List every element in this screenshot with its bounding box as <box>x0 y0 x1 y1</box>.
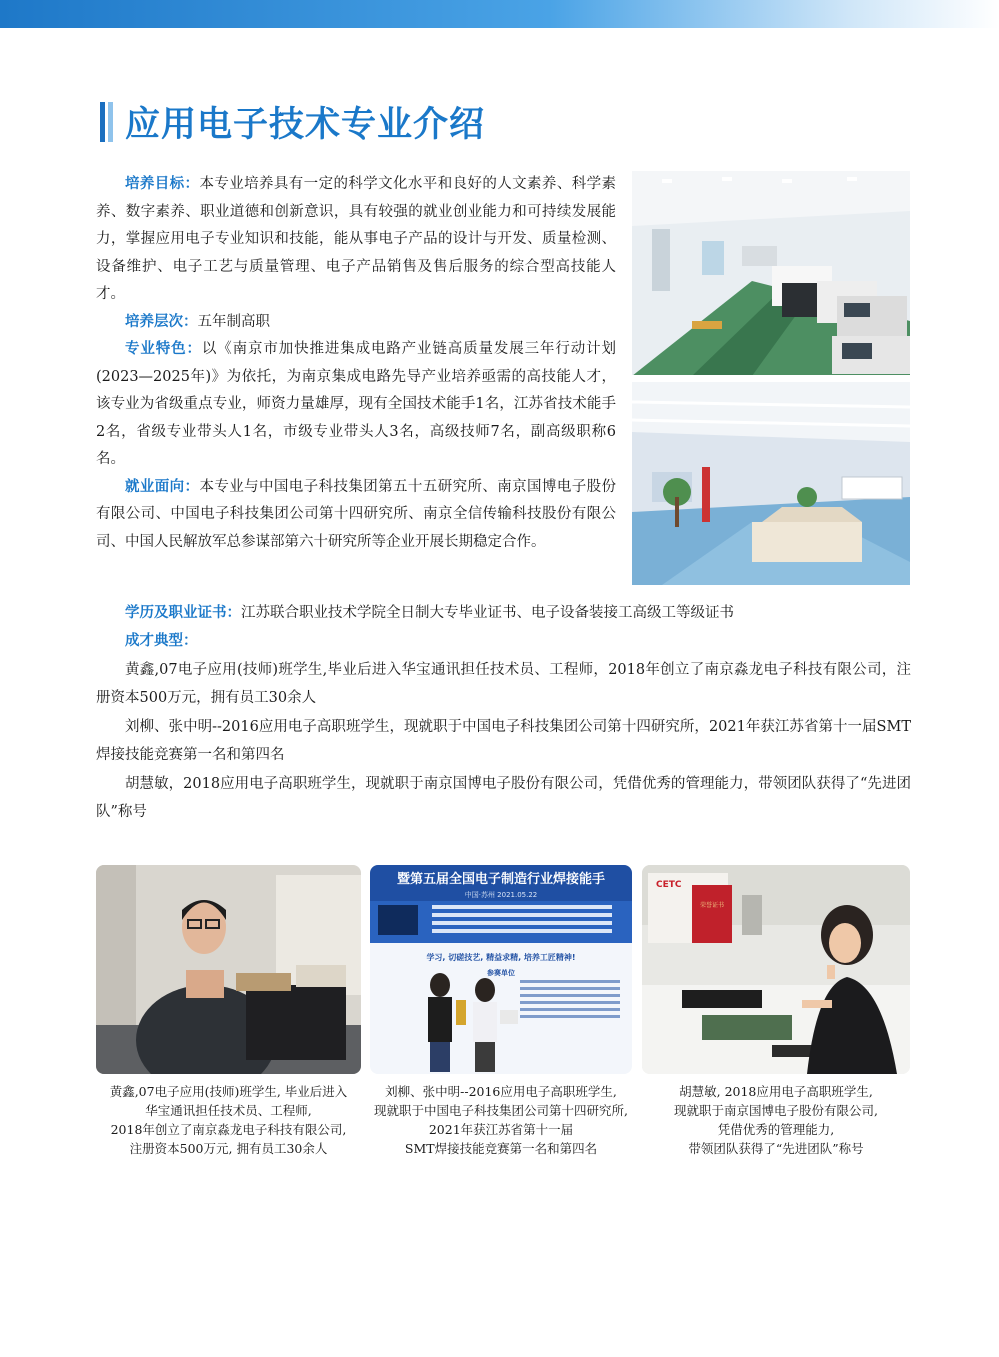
graduate-photo-2 <box>370 865 632 1074</box>
level-paragraph <box>96 309 616 337</box>
graduate-photo-3 <box>642 865 910 1074</box>
banner-slogan: 学习, 切磋技艺, 精益求精, 培养工匠精神! <box>426 953 576 962</box>
banner-participants: 参赛单位 <box>487 969 515 977</box>
caption-line: 华宝通讯担任技术员、工程师, <box>145 1103 312 1118</box>
cetc-logo-text: CETC <box>656 880 682 890</box>
feature-label: 专业特色： <box>125 341 202 357</box>
certificate-text: 荣誉证书 <box>699 902 725 909</box>
level-label: 培养层次： <box>125 313 198 330</box>
talent-label: 成才典型： <box>125 632 198 649</box>
banner-title: 暨第五届全国电子制造行业焊接能手 <box>396 872 606 887</box>
cert-paragraph <box>96 600 911 628</box>
caption-line: 2021年获江苏省第十一届 <box>428 1122 574 1137</box>
lab-photo-2 <box>632 382 910 585</box>
feature-text: 以《南京市加快推进集成电路产业链高质量发展三年行动计划(2023—2025年)》为依托，为南京集成电路先导产业培养亟需的高技能人才，该专业为省级重点专业，师资力量雄厚，现有全国技术能手1名，江苏省技术能手2名，省级专业带头人1名，市级专业带头人3名，高级技师7名，副高级职称6名。 <box>96 341 617 467</box>
photo-caption-2 <box>370 1082 632 1158</box>
caption-line: 现就职于中国电子科技集团公司第十四研究所, <box>374 1103 628 1118</box>
photo-caption-3 <box>642 1082 910 1158</box>
caption-line: 黄鑫,07电子应用(技师)班学生, 毕业后进入 <box>109 1084 348 1099</box>
goal-text: 本专业培养具有一定的科学文化水平和良好的人文素养、科学素养、数字素养、职业道德和创新意识，具有较强的就业创业能力和可持续发展能力，掌握应用电子专业知识和技能，能从事电子产品的设计与开发、质量检测、设备维护、电子工艺与质量管理、电子产品销售及售后服务的综合型高技能人才。 <box>96 176 616 302</box>
page-title: 应用电子技术专业介绍 <box>125 105 486 145</box>
graduate-photo-1 <box>96 865 361 1074</box>
caption-line: 现就职于南京国博电子股份有限公司, <box>674 1103 878 1118</box>
feature-paragraph <box>96 336 616 474</box>
employment-paragraph <box>96 474 616 557</box>
caption-line: 胡慧敏, 2018应用电子高职班学生, <box>679 1084 873 1099</box>
top-color-band <box>0 0 999 28</box>
caption-line: SMT焊接技能竞赛第一名和第四名 <box>404 1141 598 1156</box>
caption-line: 注册资本500万元, 拥有员工30余人 <box>129 1141 328 1156</box>
photo-caption-1 <box>96 1082 361 1158</box>
lab-photo-1 <box>632 171 910 375</box>
goal-label: 培养目标： <box>125 176 200 192</box>
page-heading <box>100 98 485 146</box>
goal-paragraph <box>96 171 616 309</box>
talent-case-3: 胡慧敏，2018应用电子高职班学生，现就职于南京国博电子股份有限公司，凭借优秀的管理能力，带领团队获得了“先进团队”称号 <box>96 776 911 820</box>
caption-line: 带领团队获得了“先进团队”称号 <box>688 1141 864 1156</box>
employment-label: 就业面向： <box>125 478 200 495</box>
details-section <box>96 600 911 826</box>
intro-section <box>96 171 616 556</box>
cert-label: 学历及职业证书： <box>125 605 241 621</box>
caption-line: 刘柳、张中明--2016应用电子高职班学生, <box>385 1084 617 1099</box>
talent-case-2: 刘柳、张中明--2016应用电子高职班学生，现就职于中国电子科技集团公司第十四研究所，2021年获江苏省第十一届SMT焊接技能竞赛第一名和第四名 <box>96 719 911 763</box>
banner-date: 中国·苏州 2021.05.22 <box>464 891 538 899</box>
title-accent-bar <box>100 102 113 142</box>
talent-heading <box>96 628 911 656</box>
level-text: 五年制高职 <box>197 313 270 330</box>
caption-line: 2018年创立了南京淼龙电子科技有限公司, <box>110 1122 347 1137</box>
employment-text: 本专业与中国电子科技集团第五十五研究所、南京国博电子股份有限公司、中国电子科技集团公司第十四研究所、南京全信传输科技股份有限公司、中国人民解放军总参谋部第六十研究所等企业开展长期稳定合作。 <box>96 478 616 550</box>
cert-text: 江苏联合职业技术学院全日制大专毕业证书、电子设备装接工高级工等级证书 <box>241 605 734 621</box>
talent-case-1: 黄鑫,07电子应用(技师)班学生,毕业后进入华宝通讯担任技术员、工程师，2018年创立了南京淼龙电子科技有限公司，注册资本500万元，拥有员工30余人 <box>96 662 911 706</box>
caption-line: 凭借优秀的管理能力, <box>717 1122 835 1137</box>
